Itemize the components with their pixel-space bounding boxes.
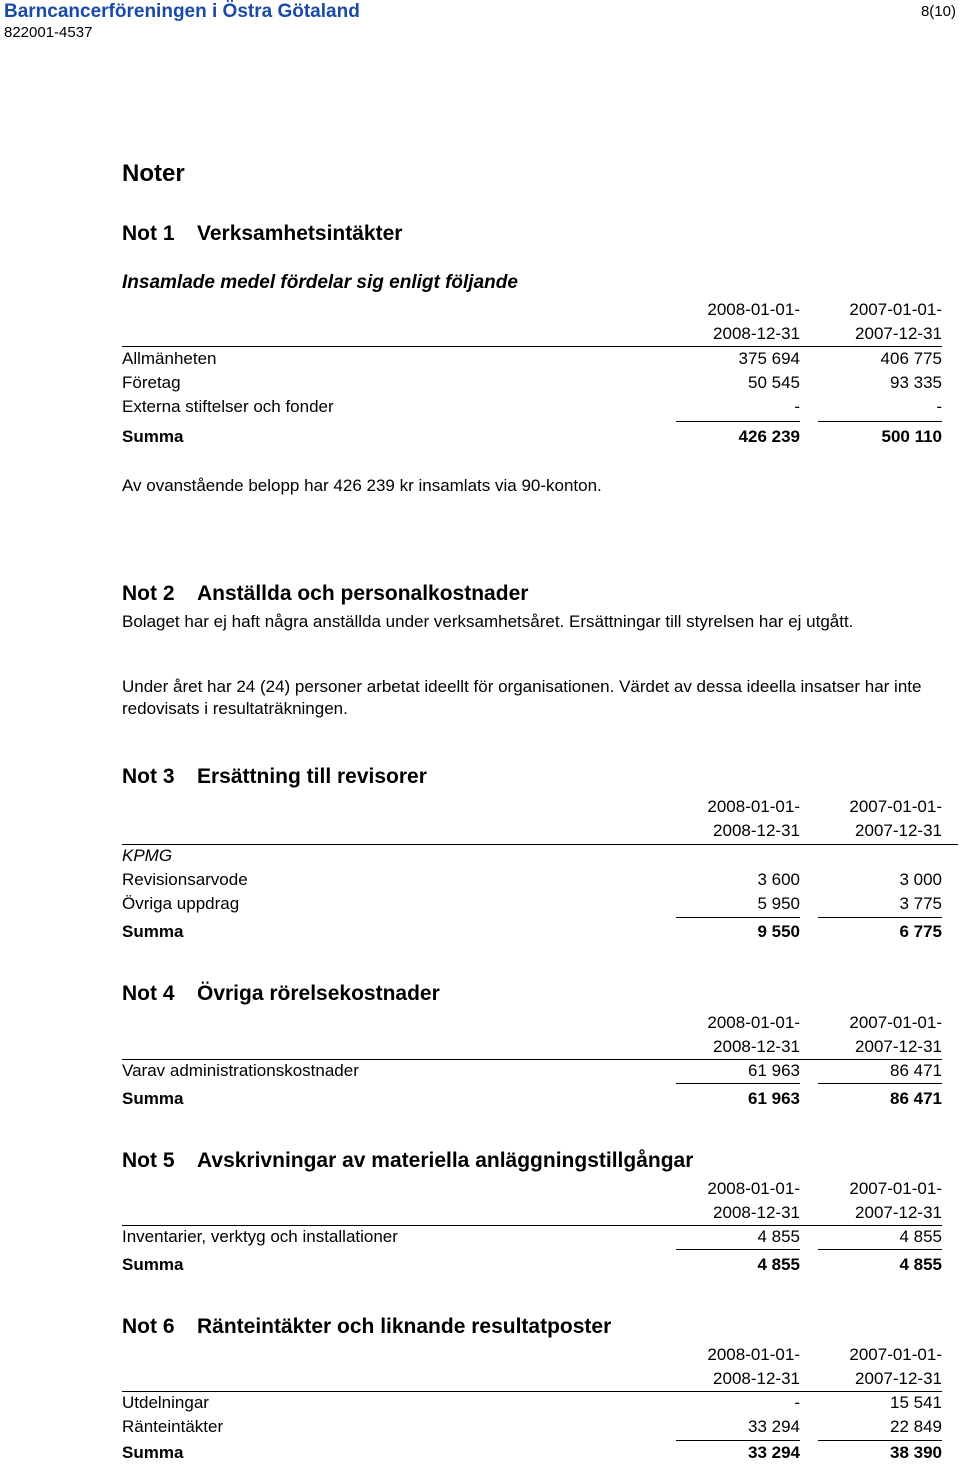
group-row (122, 844, 942, 868)
row-previous: 406 775 (880, 349, 942, 368)
table-row (122, 1059, 942, 1083)
sum-current: 4 855 (757, 1255, 800, 1274)
row-previous: 3 775 (899, 894, 942, 913)
note3-period-row2 (122, 819, 942, 843)
period-previous-start: 2007-01-01- (849, 1013, 942, 1032)
row-current: - (794, 1393, 800, 1412)
row-current: 33 294 (748, 1417, 800, 1436)
note5-number: Not 5 (122, 1149, 175, 1172)
row-current: 5 950 (757, 894, 800, 913)
note6-title: Ränteintäkter och liknande resultatposter (197, 1315, 612, 1338)
row-current: 61 963 (748, 1061, 800, 1080)
note2-number: Not 2 (122, 582, 175, 605)
period-previous-end: 2007-12-31 (855, 821, 942, 840)
note4-number: Not 4 (122, 982, 175, 1005)
sum-row (122, 1441, 942, 1465)
period-previous-start: 2007-01-01- (849, 1345, 942, 1364)
period-previous-start: 2007-01-01- (849, 300, 942, 319)
sum-previous: 6 775 (899, 922, 942, 941)
sum-underline (818, 1083, 942, 1084)
sum-label: Summa (122, 1255, 184, 1274)
note1-number: Not 1 (122, 222, 175, 245)
period-previous-end: 2007-12-31 (855, 1369, 942, 1388)
note6-period-row2 (122, 1367, 942, 1391)
note1-title: Verksamhetsintäkter (197, 222, 403, 245)
group-label: KPMG (122, 846, 173, 865)
row-previous: - (936, 397, 942, 416)
period-current-start: 2008-01-01- (707, 797, 800, 816)
period-previous-start: 2007-01-01- (849, 797, 942, 816)
note5-title: Avskrivningar av materiella anläggningstillgångar (197, 1149, 694, 1172)
table-row (122, 395, 942, 419)
note1-period-row2 (122, 322, 942, 346)
note5-heading (122, 1149, 693, 1173)
row-previous: 93 335 (890, 373, 942, 392)
note1-subtitle: Insamlade medel fördelar sig enligt följande (122, 272, 518, 293)
table-row (122, 1225, 942, 1249)
row-current: 50 545 (748, 373, 800, 392)
sum-row (122, 1087, 942, 1111)
table-row (122, 892, 942, 916)
sum-current: 9 550 (757, 922, 800, 941)
period-current-end: 2008-12-31 (713, 1369, 800, 1388)
row-label: Externa stiftelser och fonder (122, 397, 334, 416)
page-number: 8(10) (920, 3, 956, 20)
note6-period-row1 (122, 1343, 942, 1367)
sum-current: 61 963 (748, 1089, 800, 1108)
note1-heading (122, 222, 402, 246)
sum-underline (676, 917, 800, 918)
period-current-end: 2008-12-31 (713, 821, 800, 840)
note3-period-row1 (122, 795, 942, 819)
note4-title: Övriga rörelsekostnader (197, 982, 440, 1005)
sum-current: 426 239 (738, 427, 800, 446)
sum-label: Summa (122, 1089, 184, 1108)
sum-label: Summa (122, 922, 184, 941)
row-current: 4 855 (757, 1227, 800, 1246)
note2-text1: Bolaget har ej haft några anställda under verksamhetsåret. Ersättningar till styrelsen har ej utgått. (122, 612, 854, 631)
row-previous: 3 000 (899, 870, 942, 889)
sum-label: Summa (122, 1443, 184, 1462)
sum-previous: 4 855 (899, 1255, 942, 1274)
table-row (122, 371, 942, 395)
row-label: Ränteintäkter (122, 1417, 224, 1436)
period-current-start: 2008-01-01- (707, 300, 800, 319)
row-current: 3 600 (757, 870, 800, 889)
note6-heading (122, 1315, 611, 1339)
sum-previous: 500 110 (881, 427, 942, 446)
row-previous: 22 849 (890, 1417, 942, 1436)
note4-heading (122, 982, 440, 1006)
note3-title: Ersättning till revisorer (197, 765, 427, 788)
row-label: Övriga uppdrag (122, 894, 240, 913)
note2-title: Anställda och personalkostnader (197, 582, 529, 605)
sum-current: 33 294 (748, 1443, 800, 1462)
period-current-start: 2008-01-01- (707, 1179, 800, 1198)
row-label: Revisionsarvode (122, 870, 248, 889)
row-label: Varav administrationskostnader (122, 1061, 359, 1080)
note4-period-row2 (122, 1035, 942, 1059)
sum-row (122, 920, 942, 944)
row-current: 375 694 (738, 349, 800, 368)
row-current: - (794, 397, 800, 416)
note6-number: Not 6 (122, 1315, 175, 1338)
sum-row (122, 1253, 942, 1277)
sum-label: Summa (122, 427, 184, 446)
row-label: Företag (122, 373, 181, 392)
period-previous-end: 2007-12-31 (855, 324, 942, 343)
note3-heading (122, 765, 427, 789)
sum-row (122, 425, 942, 449)
table-row (122, 868, 942, 892)
table-row (122, 347, 942, 371)
note3-number: Not 3 (122, 765, 175, 788)
period-current-end: 2008-12-31 (713, 1037, 800, 1056)
note4-period-row1 (122, 1011, 942, 1035)
sum-underline (818, 1249, 942, 1250)
row-previous: 4 855 (899, 1227, 942, 1246)
period-current-end: 2008-12-31 (713, 1203, 800, 1222)
sum-underline (676, 421, 800, 422)
organization-number: 822001-4537 (4, 24, 93, 41)
sum-underline (818, 421, 942, 422)
row-label: Allmänheten (122, 349, 217, 368)
sum-underline (676, 1249, 800, 1250)
sum-previous: 86 471 (890, 1089, 942, 1108)
note5-period-row2 (122, 1201, 942, 1225)
page-title: Noter (122, 160, 185, 187)
sum-underline (676, 1083, 800, 1084)
sum-previous: 38 390 (890, 1443, 942, 1462)
row-previous: 15 541 (890, 1393, 942, 1412)
note5-period-row1 (122, 1177, 942, 1201)
period-previous-end: 2007-12-31 (855, 1037, 942, 1056)
period-current-start: 2008-01-01- (707, 1013, 800, 1032)
period-current-end: 2008-12-31 (713, 324, 800, 343)
row-previous: 86 471 (890, 1061, 942, 1080)
row-label: Utdelningar (122, 1393, 209, 1412)
table-row (122, 1415, 942, 1439)
period-previous-start: 2007-01-01- (849, 1179, 942, 1198)
sum-underline (818, 917, 942, 918)
note2-text2: Under året har 24 (24) personer arbetat ideellt för organisationen. Värdet av dessa ideella insatser har inte redovisats i resultaträkningen. (122, 677, 922, 718)
note2-heading (122, 582, 528, 606)
period-previous-end: 2007-12-31 (855, 1203, 942, 1222)
note1-period-row1 (122, 298, 942, 322)
period-current-start: 2008-01-01- (707, 1345, 800, 1364)
organization-name: Barncancerföreningen i Östra Götaland (4, 1, 360, 22)
note1-text: Av ovanstående belopp har 426 239 kr insamlats via 90-konton. (122, 476, 602, 495)
row-label: Inventarier, verktyg och installationer (122, 1227, 398, 1246)
table-row (122, 1391, 942, 1415)
